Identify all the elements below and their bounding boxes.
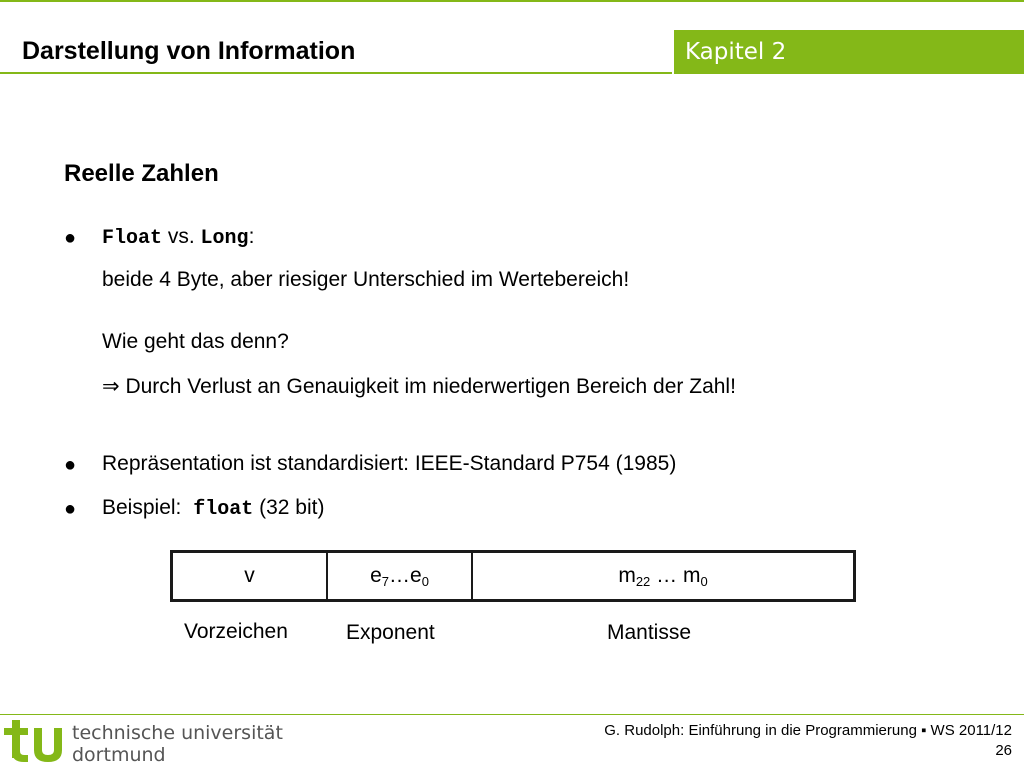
code-float-lower: float (193, 498, 254, 521)
exponent-high-index: 7 (381, 574, 389, 589)
bullet-1-line-2: Wie geht das denn? (102, 330, 289, 353)
header-divider (0, 72, 672, 74)
mantissa-low-index: 0 (700, 574, 708, 589)
code-long: Long (200, 227, 249, 250)
mantissa-cell (473, 553, 853, 599)
bullet-1-heading (102, 224, 254, 252)
footer-credit: G. Rudolph: Einführung in die Programmierung ▪ WS 2011/12 (604, 722, 1012, 739)
bullet-dot-icon: ● (64, 498, 77, 520)
mantissa-high-index: 22 (635, 574, 651, 589)
caption-sign: Vorzeichen (184, 620, 288, 643)
mantissa-symbol: m (618, 564, 636, 587)
chapter-label: Kapitel 2 (685, 39, 787, 65)
caption-mantissa: Mantisse (607, 621, 692, 644)
vs-text: vs. (167, 225, 195, 248)
bullet-dot-icon: ● (64, 227, 77, 249)
tu-logo-icon (4, 718, 68, 766)
exponent-low-index: 0 (421, 574, 429, 589)
sign-cell-text: v (244, 564, 255, 587)
code-float: Float (102, 227, 163, 250)
university-name (72, 722, 283, 766)
bullet-1-line-3-text: Durch Verlust an Genauigkeit im niederwertigen Bereich der Zahl! (125, 375, 736, 398)
bullet-1-line-1: beide 4 Byte, aber riesiger Unterschied im Wertebereich! (102, 268, 630, 291)
bullet-2-text: Repräsentation ist standardisiert: IEEE-Standard P754 (1985) (102, 452, 677, 475)
header-top-line (0, 0, 1024, 2)
chapter-badge (674, 30, 1024, 74)
slide-title: Darstellung von Information (22, 37, 356, 65)
example-suffix: (32 bit) (259, 496, 325, 519)
exponent-cell (328, 553, 473, 599)
footer-divider (0, 714, 1024, 715)
university-line-1: technische universität (72, 722, 283, 744)
exponent-symbol: e (410, 564, 422, 587)
section-title: Reelle Zahlen (64, 160, 219, 187)
bullet-3-text (102, 495, 324, 523)
university-line-2: dortmund (72, 744, 166, 766)
bullet-1-line-3 (102, 374, 736, 400)
caption-exponent: Exponent (346, 621, 435, 644)
colon: : (248, 225, 255, 248)
mantissa-ellipsis: … (650, 564, 683, 587)
page-number: 26 (995, 742, 1012, 759)
mantissa-symbol: m (682, 564, 701, 587)
exponent-ellipsis: … (389, 564, 410, 587)
implies-arrow-icon: ⇒ (102, 375, 120, 398)
sign-cell (173, 553, 328, 599)
float-bit-layout-table (170, 550, 856, 602)
exponent-symbol: e (370, 564, 382, 587)
example-prefix: Beispiel: (102, 496, 182, 519)
bullet-dot-icon: ● (64, 454, 77, 476)
